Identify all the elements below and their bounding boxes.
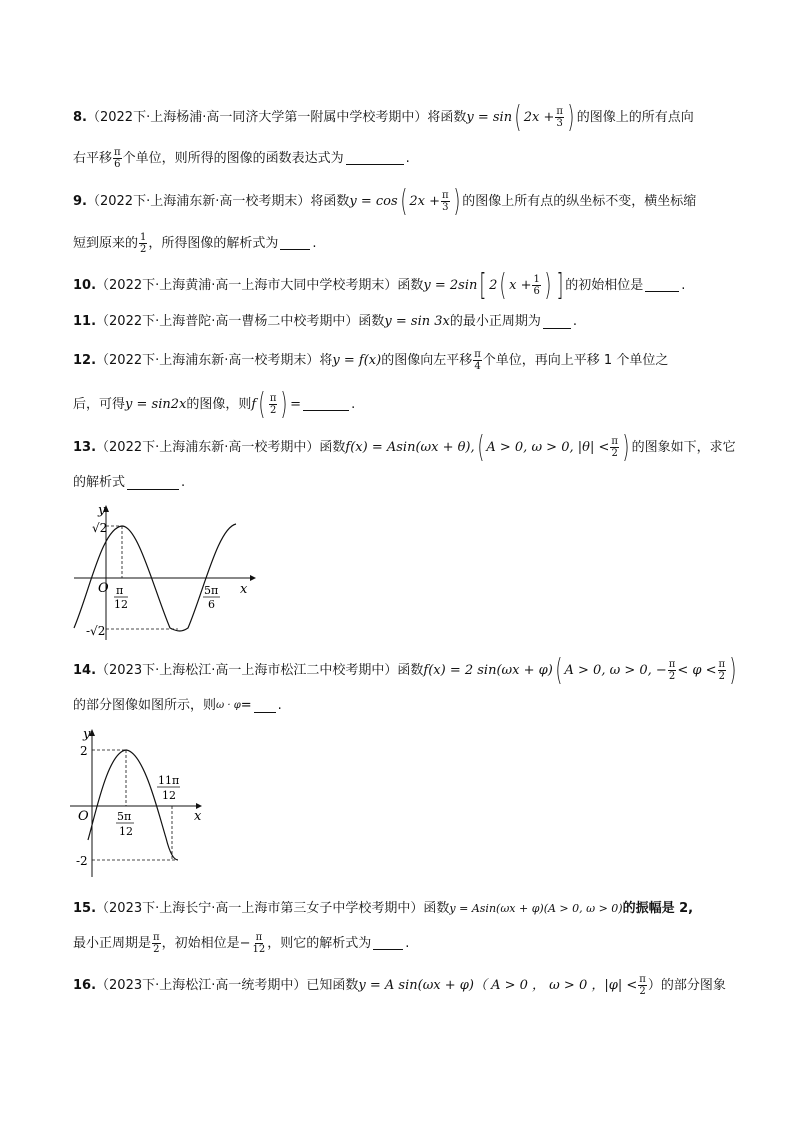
question-text: ，初始相位是 <box>161 935 240 951</box>
question-text: 函数 <box>423 901 450 916</box>
origin-label: O <box>98 581 109 596</box>
question-text: 的振幅是 2, <box>622 901 694 916</box>
formula: A > 0, ω > 0, |θ| < <box>486 439 610 455</box>
question-text: 的图像上的所有点向 <box>576 109 694 125</box>
answer-blank[interactable] <box>543 316 571 329</box>
question-number: 10. <box>73 277 97 293</box>
q12-line-2 <box>73 386 723 422</box>
paren-close: ) <box>567 99 575 135</box>
q15-line-1 <box>73 899 723 919</box>
question-source: （2022下·上海浦东新·高一校考期中） <box>96 439 320 455</box>
paren-open: ( <box>258 386 266 422</box>
period: . <box>181 475 186 490</box>
x-tick-label-num: 5π <box>204 584 219 597</box>
question-text: 的解析式 <box>73 475 126 490</box>
paren-close: ) <box>544 267 552 303</box>
paren-open: ( <box>399 183 408 219</box>
question-source: （2022下·上海黄浦·高一上海市大同中学校考期末） <box>96 277 398 293</box>
question-text: 函数 <box>397 662 424 678</box>
paren-close: ) <box>452 183 460 219</box>
answer-blank[interactable] <box>303 398 349 411</box>
fraction: 1 2 <box>140 232 147 255</box>
question-text: 将 <box>319 352 333 368</box>
fraction: π 4 <box>474 349 481 372</box>
formula: x + <box>509 277 532 293</box>
q13-line-2 <box>73 473 723 493</box>
question-source: （2023下·上海长宁·高一上海市第三女子中学校考期中） <box>96 901 424 916</box>
question-number: 14. <box>73 662 97 678</box>
fraction: π 2 <box>269 393 277 416</box>
paren-open: ( <box>499 267 507 303</box>
question-text: 的最小正周期为 <box>449 314 541 329</box>
question-text: 的图像上所有点的纵坐标不变，横坐标缩 <box>462 193 697 209</box>
q13-line-1 <box>73 429 736 465</box>
question-text: ，则它的解析式为 <box>267 935 372 951</box>
q8-line-2 <box>73 147 723 170</box>
formula: − <box>239 935 251 951</box>
formula: = <box>290 396 302 412</box>
question-source: （2023下·上海松江·高一统考期中） <box>96 977 307 993</box>
question-text: 个单位，则所得的图像的函数表达式为 <box>122 150 344 166</box>
question-number: 9. <box>73 193 87 209</box>
fraction: $\frac{1}{6}$ <box>533 274 540 297</box>
y-min-label: -2 <box>76 854 88 868</box>
paren-close: ) <box>280 386 288 422</box>
q10-line <box>73 267 723 303</box>
q13-sine-graph <box>70 500 260 645</box>
q14-sine-graph <box>70 722 220 882</box>
q11-line <box>73 312 723 332</box>
answer-blank[interactable] <box>254 700 276 713</box>
q8-line-1 <box>73 99 723 135</box>
y-axis-label: y <box>83 727 91 742</box>
formula: y = sin <box>466 109 513 125</box>
formula: f <box>251 396 257 412</box>
question-number: 8. <box>73 109 87 125</box>
y-axis-label: y <box>98 503 106 518</box>
x-tick-label-den: 12 <box>162 789 176 802</box>
formula: y = Asin(ωx + φ)(A > 0, ω > 0) <box>449 902 623 915</box>
q14-line-1 <box>73 652 737 688</box>
x-tick-label-den: 12 <box>114 598 128 611</box>
paren-open: ( <box>476 429 485 465</box>
period: . <box>572 314 578 329</box>
answer-blank[interactable] <box>373 937 403 950</box>
question-text: 将函数 <box>310 193 350 209</box>
period: . <box>312 235 317 251</box>
question-text: 右平移 <box>73 150 113 166</box>
sine-curve <box>88 750 178 860</box>
question-text: 最小正周期是 <box>73 935 152 951</box>
formula: y = A sin(ωx + φ) <box>358 977 474 993</box>
x-axis-arrow-icon <box>250 575 256 581</box>
question-text: ，所得图像的解析式为 <box>148 235 279 251</box>
fraction: π 2 <box>153 932 160 955</box>
question-text: 的图象如下，求它 <box>631 439 736 455</box>
q16-line-1 <box>73 974 726 997</box>
formula: 2x + <box>409 193 440 209</box>
paren-close: ) <box>729 652 737 688</box>
q14-line-2 <box>73 696 723 716</box>
period: . <box>351 396 356 412</box>
paren-close: ) <box>622 429 630 465</box>
formula: f(x) = 2 sin(ωx + φ) <box>423 662 553 678</box>
question-text: 的部分图像如图所示，则 <box>73 698 217 713</box>
answer-blank[interactable] <box>280 237 310 250</box>
y-max-label: √2 <box>92 521 108 535</box>
q9-line-1 <box>73 183 723 219</box>
x-tick-label-num: 5π <box>117 810 132 823</box>
question-text: 已知函数 <box>306 977 359 993</box>
formula: ω · φ <box>216 700 241 711</box>
period: . <box>405 150 410 166</box>
formula: f(x) = Asin(ωx + θ), <box>345 439 475 455</box>
formula: （ A > 0 ， ω > 0 ， <box>473 977 605 993</box>
period: . <box>277 698 282 713</box>
answer-blank[interactable] <box>346 152 404 165</box>
question-source: （2022下·上海普陀·高一曹杨二中校考期中） <box>96 314 359 329</box>
answer-blank[interactable] <box>645 279 679 292</box>
formula: y = 2sin <box>423 277 478 293</box>
question-source: （2022下·上海浦东新·高一校考期末） <box>96 352 320 368</box>
origin-label: O <box>78 809 89 824</box>
formula: y = cos <box>349 193 398 209</box>
q15-line-2 <box>73 932 723 955</box>
formula: A > 0, ω > 0, − <box>564 662 667 678</box>
x-tick-label-num: 11π <box>158 774 180 787</box>
answer-blank[interactable] <box>127 477 179 490</box>
question-source: （2022下·上海浦东新·高一校考期末） <box>86 193 311 209</box>
q9-line-2 <box>73 232 723 255</box>
x-tick-label-den: 6 <box>208 598 215 611</box>
question-text: 将函数 <box>427 109 467 125</box>
formula: y = sin 3x <box>384 314 450 329</box>
question-number: 11. <box>73 314 97 329</box>
x-axis-label: x <box>194 809 202 824</box>
question-text: 函数 <box>319 439 346 455</box>
formula: 2 <box>489 277 498 293</box>
formula: y = sin2x <box>125 396 187 412</box>
question-source: （2022下·上海杨浦·高一同济大学第一附属中学校考期中） <box>86 109 428 125</box>
question-text: 的初始相位是 <box>565 277 644 293</box>
question-source: （2023下·上海松江·高一上海市松江二中校考期中） <box>96 662 398 678</box>
bracket-open: [ <box>479 267 487 303</box>
period: . <box>405 935 410 951</box>
fraction: $\frac{\pi}{3}$ <box>556 106 563 129</box>
question-text: = <box>240 698 252 713</box>
fraction: $\frac{\pi}{2}$ <box>668 659 676 682</box>
x-tick-label-num: π <box>116 584 124 597</box>
question-text: 后，可得 <box>73 396 126 412</box>
period: . <box>681 277 686 293</box>
question-number: 13. <box>73 439 97 455</box>
question-number: 16. <box>73 977 97 993</box>
question-text: 函数 <box>358 314 385 329</box>
fraction: $\frac{\pi}{12}$ <box>252 932 266 955</box>
fraction: π 2 <box>639 974 646 997</box>
formula: < φ < <box>677 662 717 678</box>
question-number: 12. <box>73 352 97 368</box>
paren-open: ( <box>555 652 563 688</box>
y-min-label: -√2 <box>86 624 106 638</box>
question-text: 的图像向左平移 <box>381 352 473 368</box>
fraction: π 2 <box>611 436 618 459</box>
formula: y = f(x) <box>332 352 382 368</box>
x-tick-label-den: 12 <box>119 825 133 838</box>
fraction: π 6 <box>114 147 121 170</box>
formula: |φ| < <box>604 977 638 993</box>
question-text: 函数 <box>397 277 424 293</box>
formula: 2x + <box>523 109 555 125</box>
fraction: π 2 <box>718 659 726 682</box>
x-axis-label: x <box>240 582 248 597</box>
fraction: $\frac{\pi}{3}$ <box>442 190 449 213</box>
question-number: 15. <box>73 901 97 916</box>
bracket-close: ] <box>555 267 563 303</box>
question-text: 短到原来的 <box>73 235 139 251</box>
question-text: ）的部分图象 <box>647 977 726 993</box>
paren-open: ( <box>514 99 522 135</box>
question-text: 的图像，则 <box>186 396 252 412</box>
question-text: 个单位，再向上平移 1 个单位之 <box>482 352 669 368</box>
y-max-label: 2 <box>80 744 88 758</box>
q12-line-1 <box>73 349 723 372</box>
